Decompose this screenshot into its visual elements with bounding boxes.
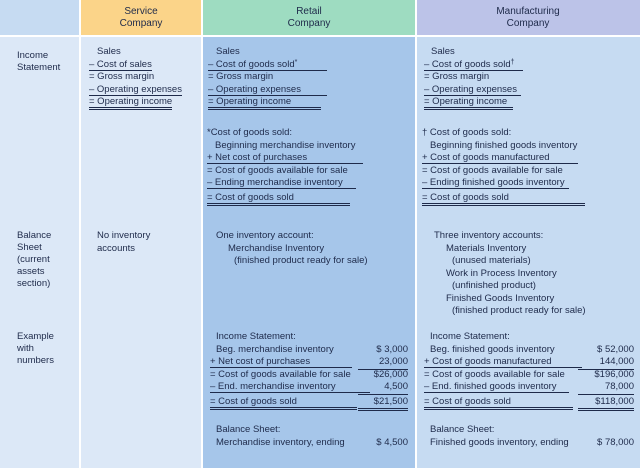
retail-header [202, 0, 416, 35]
balance-line: One inventory account: [216, 230, 314, 241]
retail-example-balance [216, 424, 345, 449]
manufacturing-header [416, 0, 640, 35]
line-item: = Cost of goods sold [207, 192, 350, 206]
manufacturing-example-balance [430, 424, 569, 449]
example-value: $118,000 [578, 396, 634, 412]
example-value: $26,000 [373, 368, 408, 380]
example-row-label: + Cost of goods manufactured [424, 356, 582, 368]
divider [201, 0, 203, 468]
retail-balance-sheet [216, 230, 368, 268]
example-row-label: = Cost of goods available for sale [424, 368, 565, 380]
line-item: = Cost of goods available for sale [422, 164, 563, 176]
service-header-text: Service Company [119, 5, 163, 29]
example-value: $ 78,000 [597, 436, 634, 448]
footnote-title: † Cost of goods sold: [422, 127, 512, 138]
line-item: Beginning finished goods inventory [430, 139, 578, 151]
line-item: + Cost of goods manufactured [422, 152, 578, 164]
corner-header-cell [0, 0, 80, 35]
service-balance-sheet [97, 230, 150, 255]
line-item: = Gross margin [89, 71, 155, 82]
balance-line: (finished product ready for sale) [452, 305, 586, 316]
example-row-label: – End. finished goods inventory [424, 381, 569, 393]
line-item: – Operating expenses [208, 84, 327, 96]
example-value: $ 52,000 [597, 343, 634, 355]
example-row-label: = Cost of goods sold [210, 396, 357, 410]
manufacturing-income-statement [424, 46, 523, 109]
line-item: Sales [431, 46, 455, 57]
example-title: Income Statement: [430, 331, 510, 342]
example-value: 4,500 [358, 381, 408, 395]
line-item: Sales [216, 46, 240, 57]
footnote-title: *Cost of goods sold: [207, 127, 293, 138]
balance-line: Work in Process Inventory [446, 267, 557, 279]
divider [0, 35, 640, 37]
example-title: Balance Sheet: [430, 424, 495, 435]
example-value: 23,000 [358, 356, 408, 370]
example-value: $21,500 [358, 396, 408, 412]
line-item: – Cost of goods sold [424, 58, 511, 70]
retail-cogs-footnote [207, 127, 363, 204]
example-row-label: + Net cost of purchases [210, 356, 352, 368]
line-item: = Operating income [89, 96, 172, 110]
balance-line: (finished product ready for sale) [234, 255, 368, 266]
manufacturing-cogs-footnote [422, 127, 585, 204]
balance-line: (unfinished product) [452, 280, 536, 291]
line-item: Beginning merchandise inventory [215, 139, 356, 151]
balance-line: No inventory [97, 230, 151, 241]
example-row-label: = Cost of goods available for sale [210, 368, 351, 380]
retail-header-text: Retail Company [287, 5, 331, 29]
example-row-label: – End. merchandise inventory [210, 381, 370, 393]
example-row-label: = Cost of goods sold [424, 396, 573, 410]
manufacturing-example [424, 331, 582, 408]
line-item: Sales [97, 46, 121, 57]
example-row-label: Merchandise inventory, ending [216, 436, 345, 448]
divider [79, 0, 81, 468]
line-item: – Ending finished goods inventory [422, 177, 569, 189]
example-title: Balance Sheet: [216, 424, 281, 435]
row-label-example: Example with numbers [17, 331, 54, 366]
example-value: 78,000 [578, 381, 634, 395]
retail-example [210, 331, 370, 408]
line-item: + Net cost of purchases [207, 152, 363, 164]
line-item: – Cost of sales [89, 58, 152, 70]
manufacturing-header-text: Manufacturing Company [496, 5, 560, 29]
balance-line: Finished Goods Inventory [446, 292, 555, 304]
manufacturing-balance-sheet [434, 230, 586, 318]
line-item: = Cost of goods sold [422, 192, 585, 206]
example-row-label: Beg. merchandise inventory [216, 343, 334, 355]
line-item: – Operating expenses [424, 84, 521, 96]
line-item: – Operating expenses [89, 83, 182, 95]
balance-line: accounts [97, 242, 136, 254]
balance-line: Materials Inventory [446, 242, 527, 254]
divider [415, 0, 417, 468]
line-item: = Operating income [424, 96, 513, 110]
footnote-marker: * [294, 58, 298, 66]
example-value: 144,000 [578, 356, 634, 370]
line-item: = Operating income [208, 96, 321, 110]
line-item: = Gross margin [424, 71, 490, 82]
retail-income-statement [208, 46, 327, 109]
row-label-income-statement: Income Statement [17, 50, 61, 73]
footnote-marker: † [510, 58, 515, 66]
service-header [80, 0, 202, 35]
balance-line: (unused materials) [452, 255, 531, 266]
example-value: $ 3,000 [376, 343, 408, 355]
line-item: = Cost of goods available for sale [207, 164, 348, 176]
row-label-balance-sheet: Balance Sheet (current assets section) [17, 230, 52, 289]
line-item: – Cost of goods sold [208, 58, 295, 70]
example-value: $ 4,500 [376, 436, 408, 448]
balance-line: Merchandise Inventory [228, 242, 325, 254]
example-row-label: Finished goods inventory, ending [430, 436, 569, 448]
line-item: = Gross margin [208, 71, 274, 82]
example-title: Income Statement: [216, 331, 296, 342]
example-value: $196,000 [594, 368, 634, 380]
service-income-statement [89, 46, 182, 109]
balance-line: Three inventory accounts: [434, 230, 544, 241]
example-row-label: Beg. finished goods inventory [430, 343, 555, 355]
line-item: – Ending merchandise inventory [207, 177, 356, 189]
